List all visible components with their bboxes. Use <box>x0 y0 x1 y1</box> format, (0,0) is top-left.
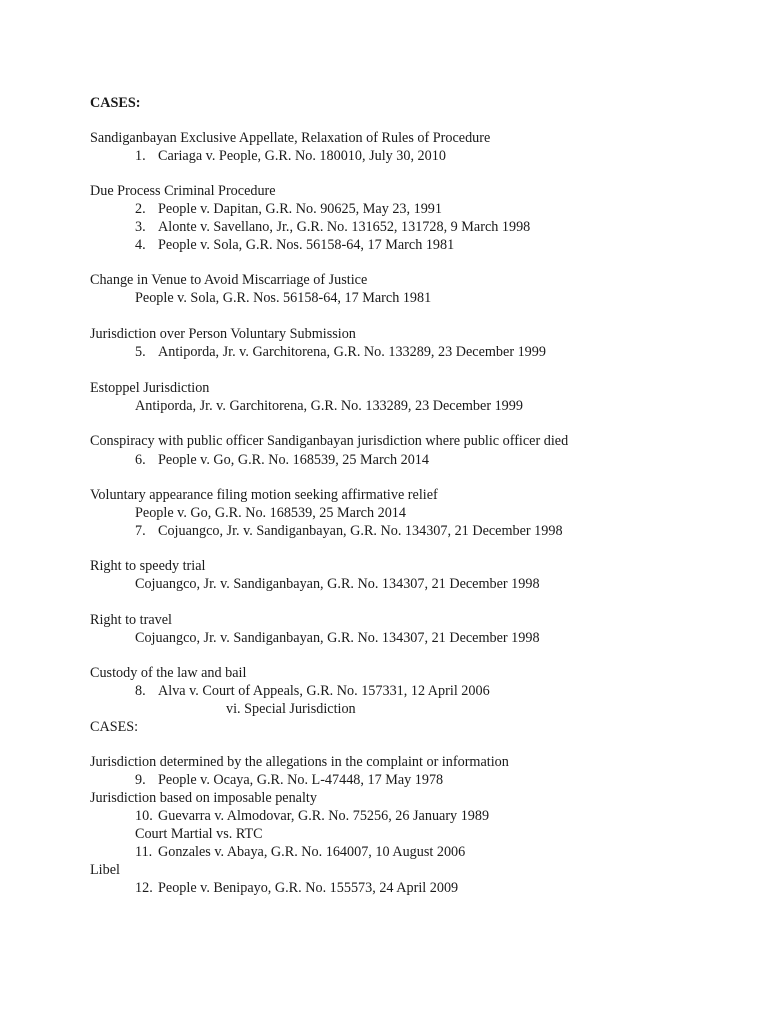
section-title: Sandiganbayan Exclusive Appellate, Relaxation of Rules of Procedure <box>90 130 491 146</box>
section-title: Voluntary appearance filing motion seeking affirmative relief <box>90 487 438 503</box>
case-citation: Cojuangco, Jr. v. Sandiganbayan, G.R. No. 134307, 21 December 1998 <box>158 523 563 539</box>
case-citation: Alonte v. Savellano, Jr., G.R. No. 131652, 131728, 9 March 1998 <box>158 219 531 235</box>
case-subtitle: Court Martial vs. RTC <box>135 826 263 842</box>
item-number: 6. <box>135 452 146 468</box>
item-number: 2. <box>135 201 146 217</box>
item-number: 11. <box>135 844 153 860</box>
cases-heading-2: CASES: <box>90 719 139 735</box>
case-citation: Cojuangco, Jr. v. Sandiganbayan, G.R. No. 134307, 21 December 1998 <box>135 630 540 646</box>
item-number: 8. <box>135 683 146 699</box>
section-title: Jurisdiction over Person Voluntary Submission <box>90 326 356 342</box>
item-number: 3. <box>135 219 146 235</box>
item-number: 4. <box>135 237 146 253</box>
section-title: Change in Venue to Avoid Miscarriage of Justice <box>90 272 368 288</box>
case-citation: Guevarra v. Almodovar, G.R. No. 75256, 26 January 1989 <box>158 808 490 824</box>
item-number: 7. <box>135 523 146 539</box>
section-title: Conspiracy with public officer Sandiganbayan jurisdiction where public officer died <box>90 433 569 449</box>
case-citation: Cariaga v. People, G.R. No. 180010, July 30, 2010 <box>158 148 446 164</box>
item-number: 10. <box>135 808 153 824</box>
item-number: 12. <box>135 880 153 896</box>
case-citation: People v. Ocaya, G.R. No. L-47448, 17 May 1978 <box>158 772 444 788</box>
case-citation: Gonzales v. Abaya, G.R. No. 164007, 10 August 2006 <box>158 844 466 860</box>
case-citation: People v. Go, G.R. No. 168539, 25 March 2014 <box>158 452 429 468</box>
case-citation: People v. Sola, G.R. Nos. 56158-64, 17 March 1981 <box>135 290 432 306</box>
cases-heading: CASES: <box>90 95 141 111</box>
section-title: Jurisdiction based on imposable penalty <box>90 790 317 806</box>
item-number: 9. <box>135 772 146 788</box>
case-citation: Antiporda, Jr. v. Garchitorena, G.R. No. 133289, 23 December 1999 <box>158 344 546 360</box>
case-citation: Antiporda, Jr. v. Garchitorena, G.R. No. 133289, 23 December 1999 <box>135 398 523 414</box>
case-citation: People v. Sola, G.R. Nos. 56158-64, 17 March 1981 <box>158 237 455 253</box>
case-citation: People v. Dapitan, G.R. No. 90625, May 23, 1991 <box>158 201 442 217</box>
case-citation: People v. Go, G.R. No. 168539, 25 March 2014 <box>135 505 406 521</box>
section-title: Custody of the law and bail <box>90 665 247 681</box>
case-citation: People v. Benipayo, G.R. No. 155573, 24 April 2009 <box>158 880 459 896</box>
section-title: Jurisdiction determined by the allegations in the complaint or information <box>90 754 509 770</box>
section-title: Estoppel Jurisdiction <box>90 380 210 396</box>
section-title: Due Process Criminal Procedure <box>90 183 276 199</box>
section-title: Right to speedy trial <box>90 558 206 574</box>
section-title: Right to travel <box>90 612 172 628</box>
case-citation: Alva v. Court of Appeals, G.R. No. 157331, 12 April 2006 <box>158 683 490 699</box>
section-title: Libel <box>90 862 120 878</box>
special-jurisdiction-subheading: vi. Special Jurisdiction <box>226 701 356 717</box>
case-citation: Cojuangco, Jr. v. Sandiganbayan, G.R. No. 134307, 21 December 1998 <box>135 576 540 592</box>
item-number: 1. <box>135 148 146 164</box>
item-number: 5. <box>135 344 146 360</box>
